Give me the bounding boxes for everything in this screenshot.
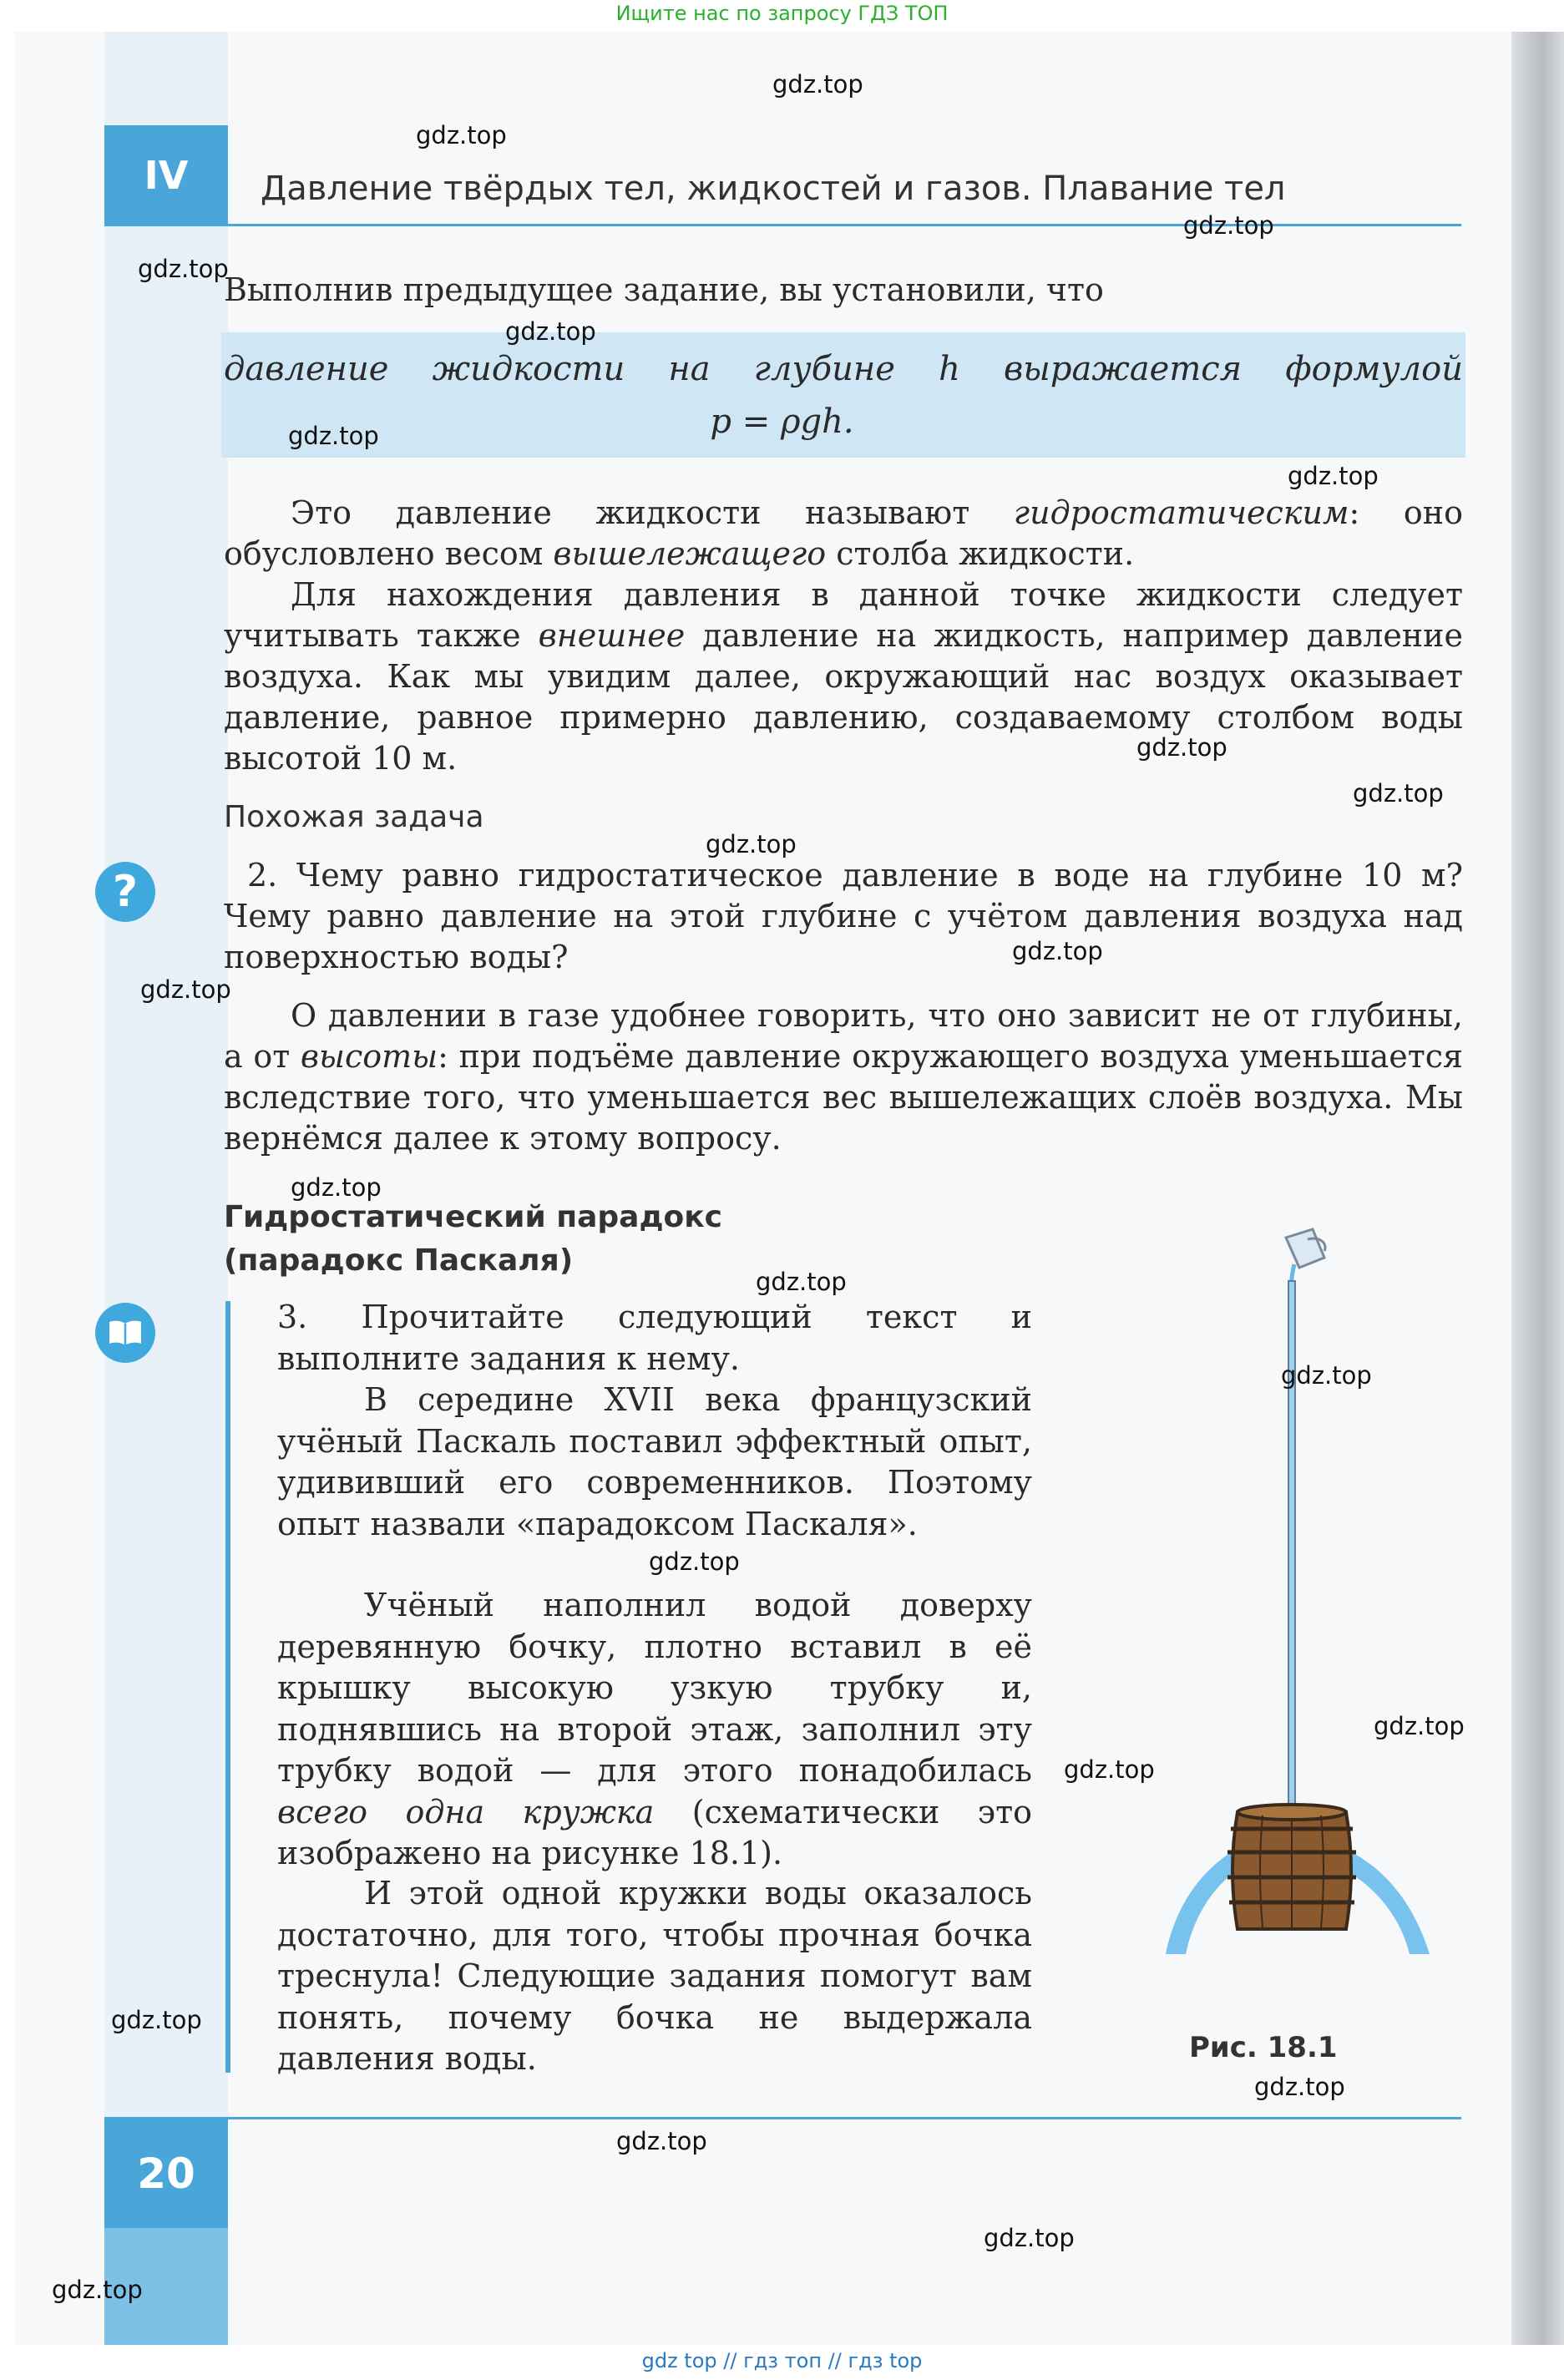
watermark: gdz.top [1136,733,1227,762]
text-run: О давлении в газе удобнее говорить, что оно зависит не от глубины, а от [224,997,1463,1075]
watermark: gdz.top [616,2127,707,2155]
formula: p = ρgh. [710,403,854,441]
similar-task-label: Похожая задача [224,800,484,834]
watermark: gdz.top [416,121,507,149]
term-overlying: вышележащего [553,535,827,572]
watermark: gdz.top [1254,2073,1345,2101]
watermark: gdz.top [1374,1712,1465,1740]
footer-separator: // [828,2349,842,2372]
book-icon [95,1303,155,1363]
figure-caption: Рис. 18.1 [1189,2031,1338,2064]
term-height: высоты [300,1038,438,1075]
term-one-mug: всего одна кружка [277,1793,655,1831]
watermark: gdz.top [140,975,231,1004]
top-banner[interactable]: Ищите нас по запросу ГДЗ ТОП [615,2,949,25]
section-heading-line1: Гидростатический парадокс [224,1200,723,1234]
chapter-number-tab: IV [104,125,228,225]
paragraph-intro: Выполнив предыдущее задание, вы установили, что [224,271,1104,308]
text-run: : при подъёме давление окружающего воздуха уменьшается вследствие того, что уменьшается вес вышележащих слоёв воздуха. Мы вернёмся далее к этому вопросу. [224,1038,1464,1157]
task-3: 3. Прочитайте следующий текст и выполните задания к нему. [277,1299,1032,1377]
barrel-icon [1227,1805,1356,1929]
pascal-text-3: И этой одной кружки воды оказалось достаточно, для того, чтобы прочная бочка треснула! Следующие задания помогут вам понять, почему бочка не выдержала давления воды. [277,1875,1032,2077]
watermark: gdz.top [706,830,797,858]
watermark: gdz.top [1064,1755,1155,1784]
watermark: gdz.top [1183,211,1274,240]
footer-link-gdz-top-mixed[interactable]: гдз top [848,2349,923,2372]
section-heading-line2: (парадокс Паскаля) [224,1243,574,1278]
footer-link-gdz-top[interactable]: gdz top [641,2349,717,2372]
footer-divider [104,2117,1461,2119]
text-run: : оно обусловлено весом [224,494,1464,572]
watermark: gdz.top [505,317,596,346]
text-run: столба жидкости. [826,535,1135,572]
text-run: Для нахождения давления в данной точке жидкости следует учитывать также [224,576,1463,654]
watermark: gdz.top [1353,779,1444,808]
text-run: давление на жидкость, например давление воздуха. Как мы увидим далее, окружающий нас воздух оказывает давление, равное примерно давлению, создаваемому столбом воды высотой 10 м. [224,617,1463,777]
watermark: gdz.top [772,70,863,99]
chapter-title: Давление твёрдых тел, жидкостей и газов. Плавание тел [261,170,1286,208]
watermark: gdz.top [756,1268,847,1296]
watermark: gdz.top [111,2006,202,2034]
footer-separator: // [723,2349,737,2372]
watermark: gdz.top [288,422,379,450]
watermark: gdz.top [649,1547,740,1576]
pascal-text-1: В середине XVII века французский учёный Паскаль поставил эффектный опыт, удививший его современников. Поэтому опыт назвали «парадоксом Паскаля». [277,1381,1032,1542]
watermark: gdz.top [1281,1361,1372,1390]
term-external: внешнее [538,617,686,654]
text-run: Это давление жидкости называют [291,494,1014,531]
watermark: gdz.top [984,2224,1075,2252]
pascal-text-2 [277,1585,1032,1875]
page-spine-shadow [1511,32,1564,2345]
footer-links [0,2349,1564,2372]
task-2: 2. Чему равно гидростатическое давление в воде на глубине 10 м? Чему равно давление на этой глубине с учётом давления воздуха над поверхностью воды? [224,857,1463,975]
quote-bar [225,1301,230,2073]
paragraph-external-pressure [224,575,1463,779]
footer-link-gdz-top-ru[interactable]: гдз топ [743,2349,822,2372]
paragraph-hydrostatic [224,493,1463,575]
formula-statement: давление жидкости на глубине h выражается формулой [224,350,1463,388]
section-heading [224,1196,722,1283]
watermark: gdz.top [52,2276,143,2304]
paragraph-gas-pressure [224,995,1463,1159]
text-run: (схематически это изображено на рисунке 18.1). [277,1793,1032,1871]
watermark: gdz.top [1288,462,1379,490]
watermark: gdz.top [1012,937,1103,965]
pascal-barrel-illustration [1161,1228,1461,1979]
text-run: Учёный наполнил водой доверху деревянную бочку, плотно вставил в её крышку высокую узкую трубку и, поднявшись на второй этаж, заполнил эту трубку водой — для этого понадобилась [277,1587,1032,1789]
watermark: gdz.top [138,255,229,283]
term-hydrostatic: гидростатическим [1013,494,1349,531]
mug-icon [1286,1229,1325,1286]
watermark: gdz.top [291,1173,382,1202]
question-icon: ? [95,862,155,922]
page-number: 20 [104,2119,228,2228]
page-margin-band [104,32,228,2345]
